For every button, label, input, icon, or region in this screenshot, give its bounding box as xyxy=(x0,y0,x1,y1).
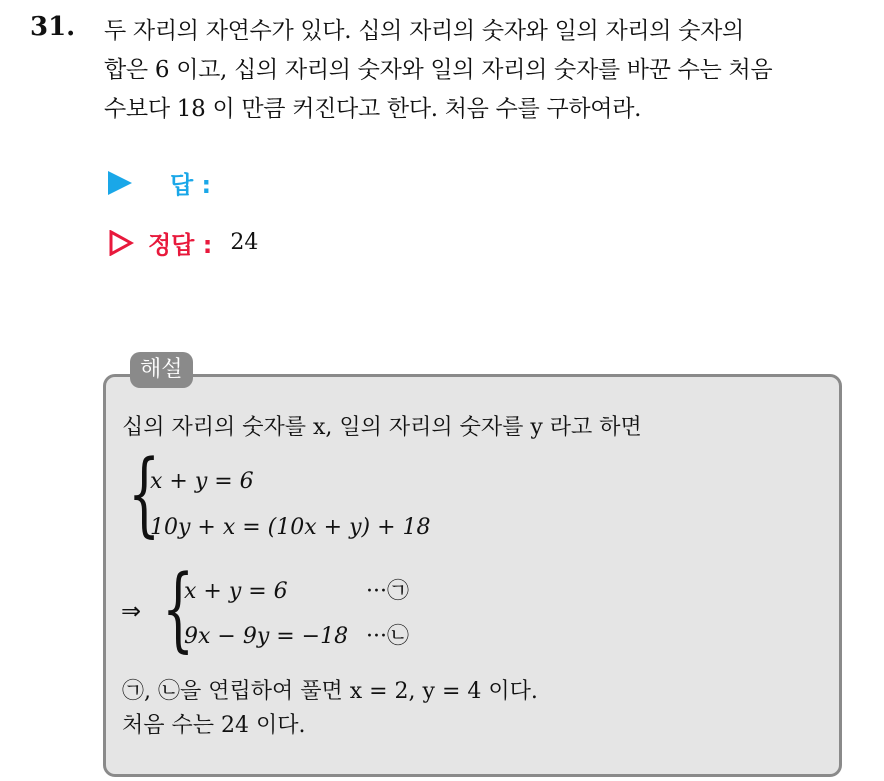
answer-row xyxy=(108,165,211,200)
left-brace-icon: { xyxy=(128,440,161,547)
outline-triangle-icon xyxy=(108,230,134,256)
solution-intro: 십의 자리의 숫자를 x, 일의 자리의 숫자를 y 라고 하면 xyxy=(122,415,642,440)
equation-mark-2: ···㉡ xyxy=(366,624,409,649)
question-line: 수보다 18 이 만큼 커진다고 한다. 처음 수를 구하여라. xyxy=(104,96,642,122)
equation-1b: 10y + x = (10x + y) + 18 xyxy=(150,515,431,540)
correct-answer-value: 24 xyxy=(230,230,259,255)
question-number: 31. xyxy=(30,12,76,42)
question-line: 두 자리의 자연수가 있다. 십의 자리의 숫자와 일의 자리의 숫자의 xyxy=(104,18,744,44)
correct-answer-label: 정답 : xyxy=(148,231,213,259)
answer-label: 답 : xyxy=(170,171,212,199)
question-text xyxy=(104,12,864,129)
solution-conclusion: 처음 수는 24 이다. xyxy=(122,713,306,738)
question-line: 합은 6 이고, 십의 자리의 숫자와 일의 자리의 숫자를 바꾼 수는 처음 xyxy=(104,57,773,83)
play-triangle-icon xyxy=(108,171,132,195)
solution-title: 해설 xyxy=(130,352,193,388)
equation-mark-1: ···㉠ xyxy=(366,579,409,604)
implies-arrow: ⇒ xyxy=(121,597,142,625)
equation-2a: x + y = 6 xyxy=(184,579,288,604)
equation-2b: 9x − 9y = −18 xyxy=(184,624,349,649)
correct-answer-row xyxy=(108,225,258,260)
equation-1a: x + y = 6 xyxy=(150,469,254,494)
solution-result: ㉠, ㉡을 연립하여 풀면 x = 2, y = 4 이다. xyxy=(122,679,538,704)
left-brace-icon: { xyxy=(162,555,195,662)
